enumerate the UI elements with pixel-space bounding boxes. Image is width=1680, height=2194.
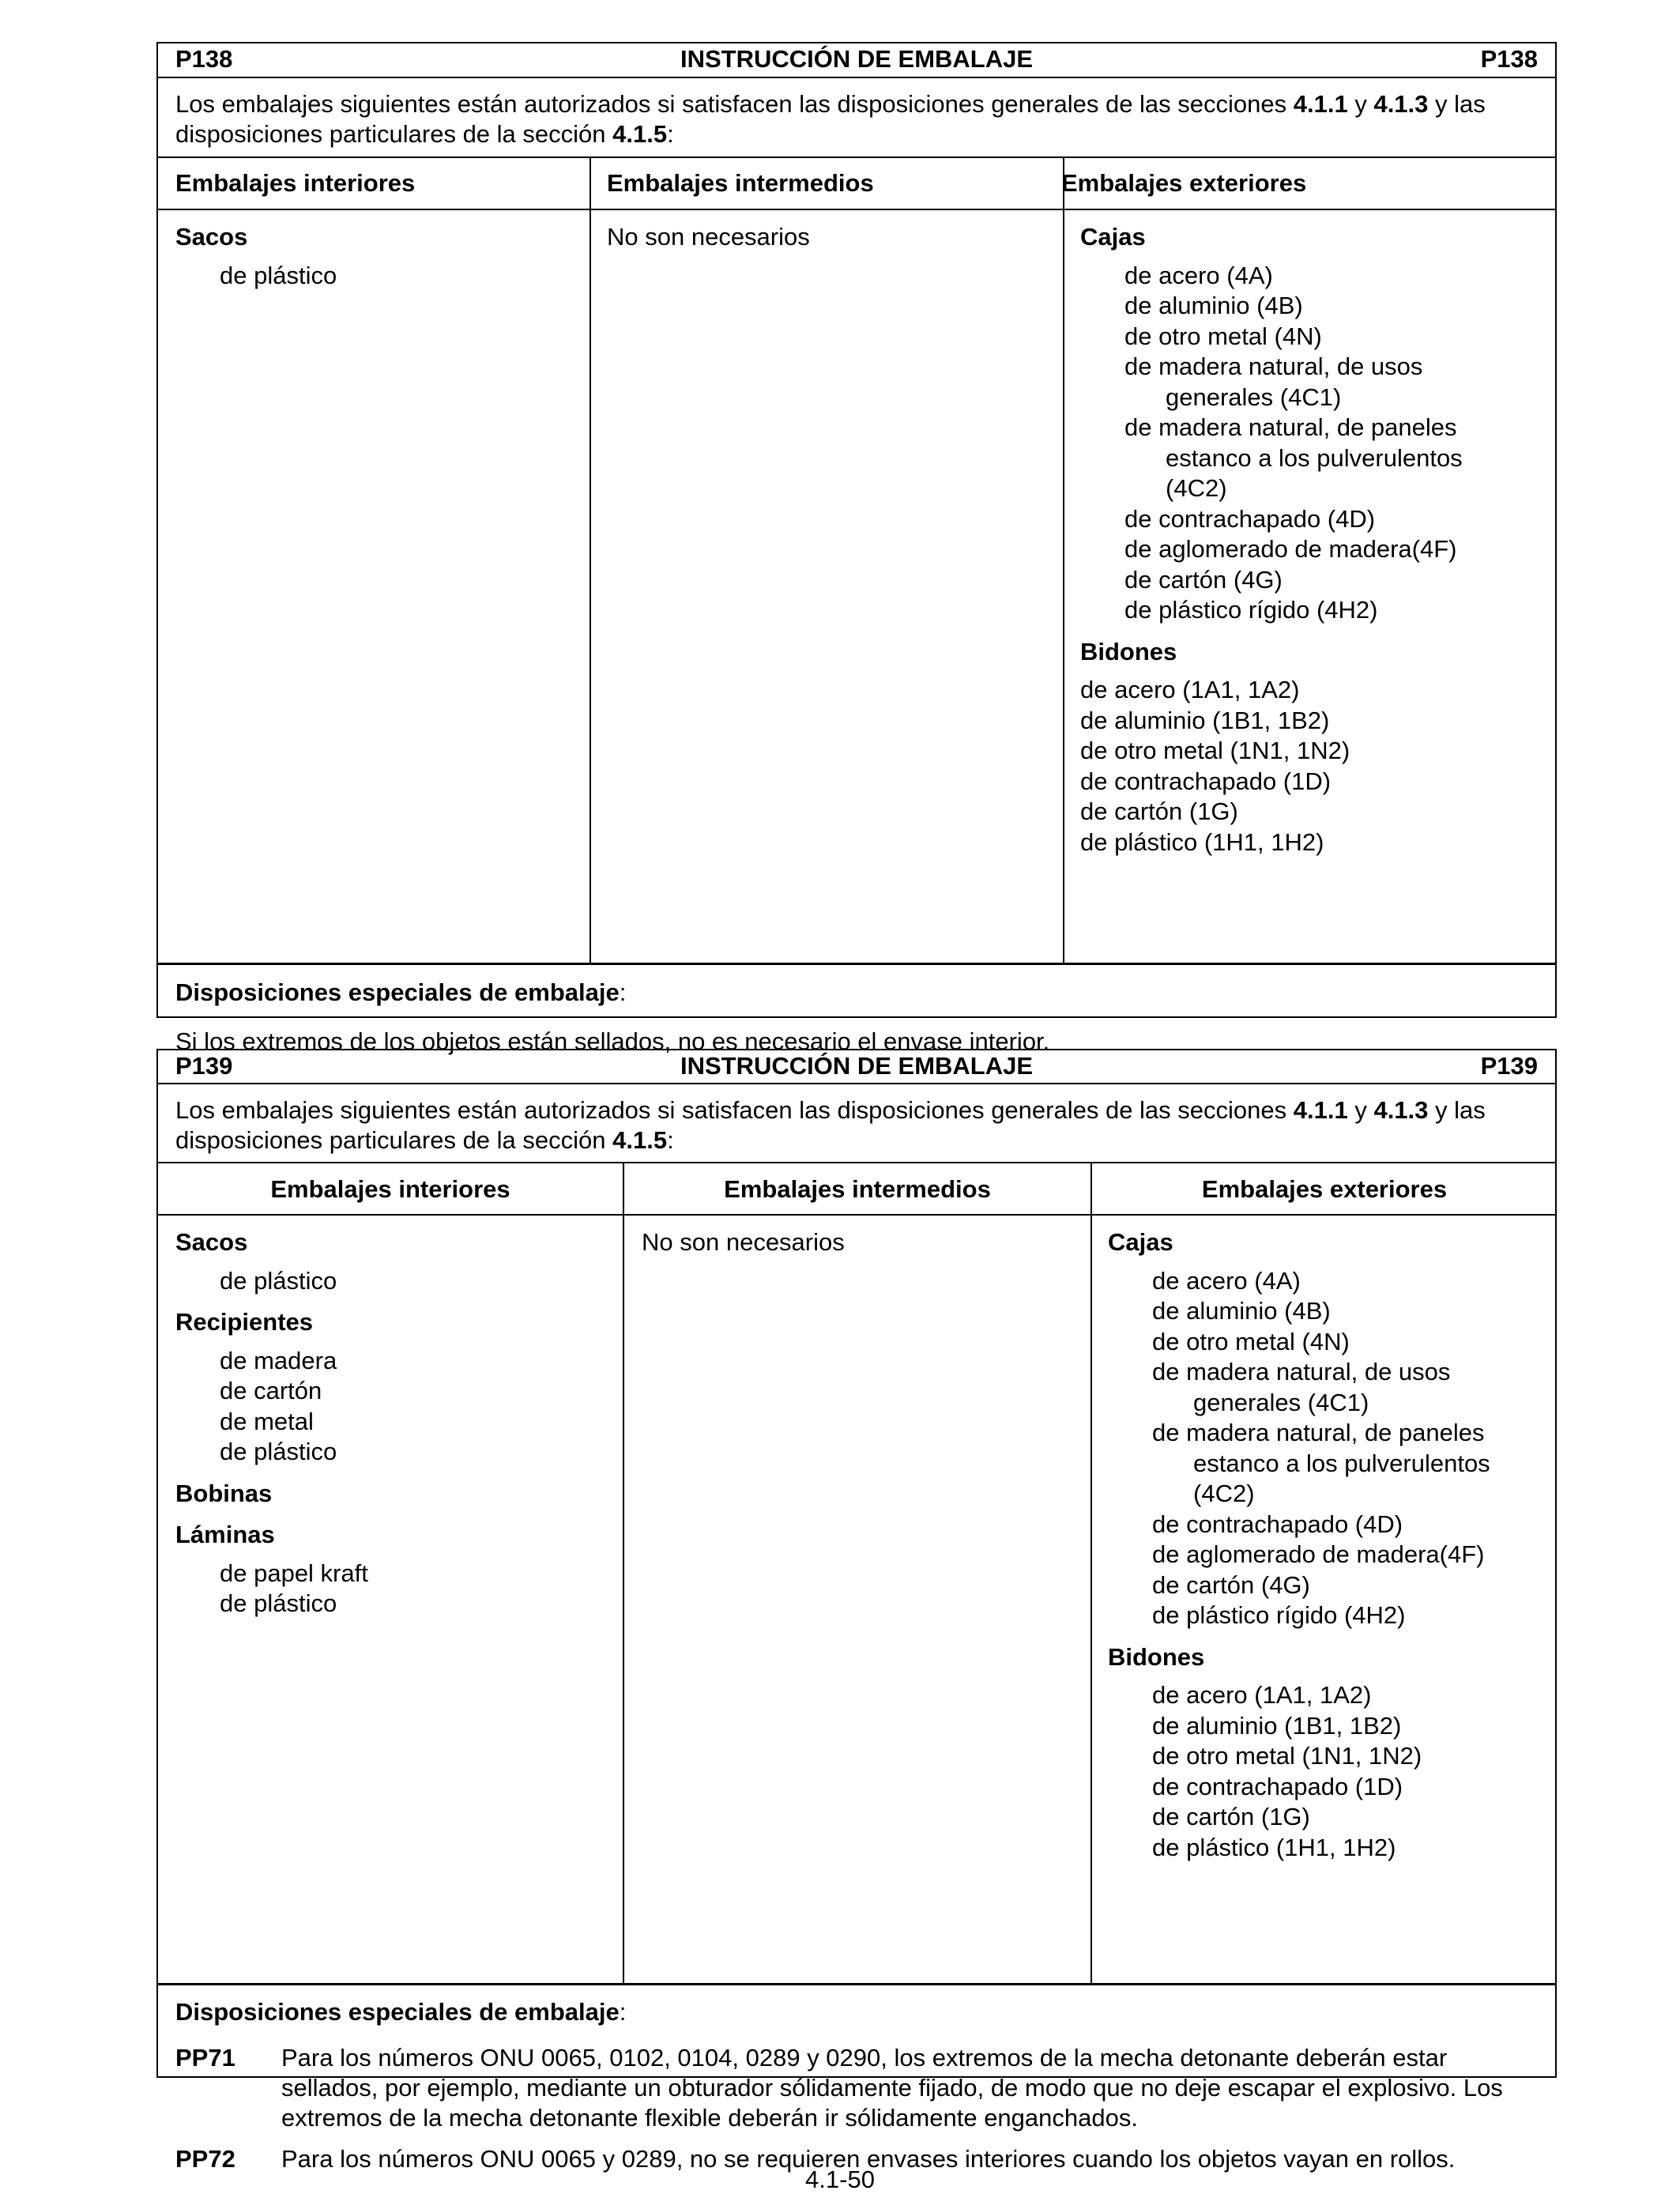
list-item: (4C2) — [1166, 474, 1227, 502]
list-item: de plástico — [220, 1589, 337, 1617]
list-item: de plástico (1H1, 1H2) — [1152, 1833, 1396, 1861]
list-item: de cartón (4G) — [1124, 565, 1283, 594]
outer-packagings-list — [1108, 1227, 1490, 1863]
list-item: de madera natural, de usos — [1124, 352, 1423, 380]
list-item: de contrachapado (1D) — [1152, 1772, 1403, 1800]
divider — [158, 1083, 1555, 1084]
special-provisions-heading: Disposiciones especiales de embalaje: — [175, 1998, 627, 2026]
list-item: de acero (1A1, 1A2) — [1152, 1681, 1372, 1709]
col-header-outer: Embalajes exteriores — [1061, 169, 1307, 197]
instruction-title: INSTRUCCIÓN DE EMBALAJE — [680, 45, 1034, 73]
list-item: de otro metal (4N) — [1152, 1327, 1350, 1355]
divider — [158, 1983, 1555, 1985]
col-header-intermediate: Embalajes intermedios — [724, 1175, 991, 1203]
divider — [158, 1162, 1555, 1163]
group-label: Cajas — [1108, 1228, 1173, 1256]
packing-instruction-p139 — [156, 1049, 1557, 2173]
provision-code: PP71 — [175, 2044, 235, 2071]
list-item: generales (4C1) — [1166, 383, 1342, 411]
list-item: de aluminio (1B1, 1B2) — [1080, 706, 1330, 734]
provision-text: Para los números ONU 0065, 0102, 0104, 0289 y 0290, los extremos de la mecha detonante deberán estar sellados, por ejemplo, mediante un obturador sólidamente fijado, de modo que no deje escapar el explosivo. Los extremos de la mecha detonante flexible deberán ir sólidamente enganchados. — [281, 2044, 1503, 2132]
intermediate-packagings: No son necesarios — [607, 223, 810, 251]
column-divider — [590, 156, 591, 963]
group-label: Recipientes — [175, 1308, 314, 1336]
list-item: de otro metal (4N) — [1124, 322, 1322, 350]
group-label: Bidones — [1080, 637, 1177, 665]
intro-paragraph: Los embalajes siguientes están autorizados si satisfacen las disposiciones generales de las secciones 4.1.1 y 4.1.3 y las disposiciones particulares de la sección 4.1.5: — [175, 90, 1486, 148]
provision-code: PP72 — [175, 2145, 235, 2173]
column-divider — [1063, 156, 1064, 963]
page-number: 4.1-50 — [805, 2166, 875, 2193]
list-item: generales (4C1) — [1193, 1388, 1369, 1416]
code-left: P138 — [175, 45, 233, 73]
col-header-inner: Embalajes interiores — [175, 169, 416, 197]
group-label: Láminas — [175, 1521, 275, 1548]
group-label: Sacos — [175, 223, 248, 251]
list-item: de plástico — [220, 1438, 337, 1465]
list-item: de cartón — [220, 1377, 322, 1404]
list-item: de aglomerado de madera(4F) — [1152, 1540, 1485, 1568]
special-provisions-heading: Disposiciones especiales de embalaje: — [175, 978, 627, 1006]
divider — [158, 1214, 1555, 1216]
divider — [158, 156, 1555, 158]
list-item: de plástico — [220, 261, 337, 289]
list-item: de plástico rígido (4H2) — [1124, 596, 1378, 624]
code-left: P139 — [175, 1052, 233, 1080]
outer-packagings-list — [1080, 222, 1463, 858]
list-item: de otro metal (1N1, 1N2) — [1152, 1742, 1422, 1770]
list-item: de madera natural, de usos — [1152, 1358, 1451, 1385]
group-label: Bidones — [1108, 1642, 1205, 1671]
column-divider — [623, 1162, 624, 1983]
list-item: de aluminio (4B) — [1152, 1297, 1331, 1325]
divider — [158, 963, 1555, 965]
special-provision-text: Si los extremos de los objetos están sellados, no es necesario el envase interior. — [175, 1027, 1050, 1055]
list-item: de madera — [220, 1346, 337, 1374]
instruction-title: INSTRUCCIÓN DE EMBALAJE — [680, 1052, 1034, 1080]
list-item: de cartón (1G) — [1152, 1803, 1310, 1830]
packing-instruction-p138 — [156, 42, 1557, 1055]
divider — [158, 77, 1555, 78]
list-item: de contrachapado (1D) — [1080, 767, 1332, 795]
group-label: Bobinas — [175, 1479, 273, 1507]
list-item: de aluminio (1B1, 1B2) — [1152, 1711, 1402, 1740]
code-right: P138 — [1480, 45, 1538, 73]
list-item: de plástico — [220, 1266, 337, 1295]
group-label: Sacos — [175, 1228, 248, 1256]
group-label: Cajas — [1080, 223, 1146, 251]
list-item: de plástico rígido (4H2) — [1152, 1601, 1406, 1629]
list-item: de aluminio (4B) — [1124, 292, 1303, 319]
list-item: de madera natural, de paneles — [1152, 1419, 1485, 1446]
list-item: de aglomerado de madera(4F) — [1124, 535, 1457, 563]
list-item: de plástico (1H1, 1H2) — [1080, 827, 1324, 856]
list-item: de acero (4A) — [1152, 1266, 1301, 1295]
divider — [158, 209, 1555, 210]
list-item: de papel kraft — [220, 1559, 368, 1587]
list-item: de madera natural, de paneles — [1124, 413, 1457, 441]
col-header-inner: Embalajes interiores — [270, 1175, 510, 1203]
list-item: estanco a los pulverulentos — [1166, 443, 1463, 472]
col-header-intermediate: Embalajes intermedios — [607, 169, 874, 197]
intro-paragraph: Los embalajes siguientes están autorizados si satisfacen las disposiciones generales de las secciones 4.1.1 y 4.1.3 y las disposiciones particulares de la sección 4.1.5: — [175, 1096, 1486, 1154]
list-item: de cartón (4G) — [1152, 1570, 1310, 1599]
list-item: de otro metal (1N1, 1N2) — [1080, 737, 1350, 764]
intermediate-packagings: No son necesarios — [642, 1228, 845, 1256]
list-item: de contrachapado (4D) — [1124, 504, 1376, 533]
list-item: de contrachapado (4D) — [1152, 1510, 1403, 1538]
list-item: de acero (1A1, 1A2) — [1080, 676, 1300, 703]
col-header-outer: Embalajes exteriores — [1201, 1175, 1448, 1203]
list-item: de metal — [220, 1407, 314, 1435]
list-item: estanco a los pulverulentos — [1193, 1449, 1490, 1477]
code-right: P139 — [1480, 1052, 1538, 1080]
list-item: (4C2) — [1193, 1480, 1255, 1507]
special-provision-pp71 — [175, 2043, 1538, 2133]
provision-text: Para los números ONU 0065 y 0289, no se requieren envases interiores cuando los objetos vayan en rollos. — [281, 2145, 1456, 2173]
inner-packagings-list — [175, 1227, 368, 1619]
column-divider — [1090, 1162, 1092, 1983]
list-item: de cartón (1G) — [1080, 797, 1238, 825]
inner-packagings-list — [175, 222, 337, 291]
list-item: de acero (4A) — [1124, 261, 1273, 289]
